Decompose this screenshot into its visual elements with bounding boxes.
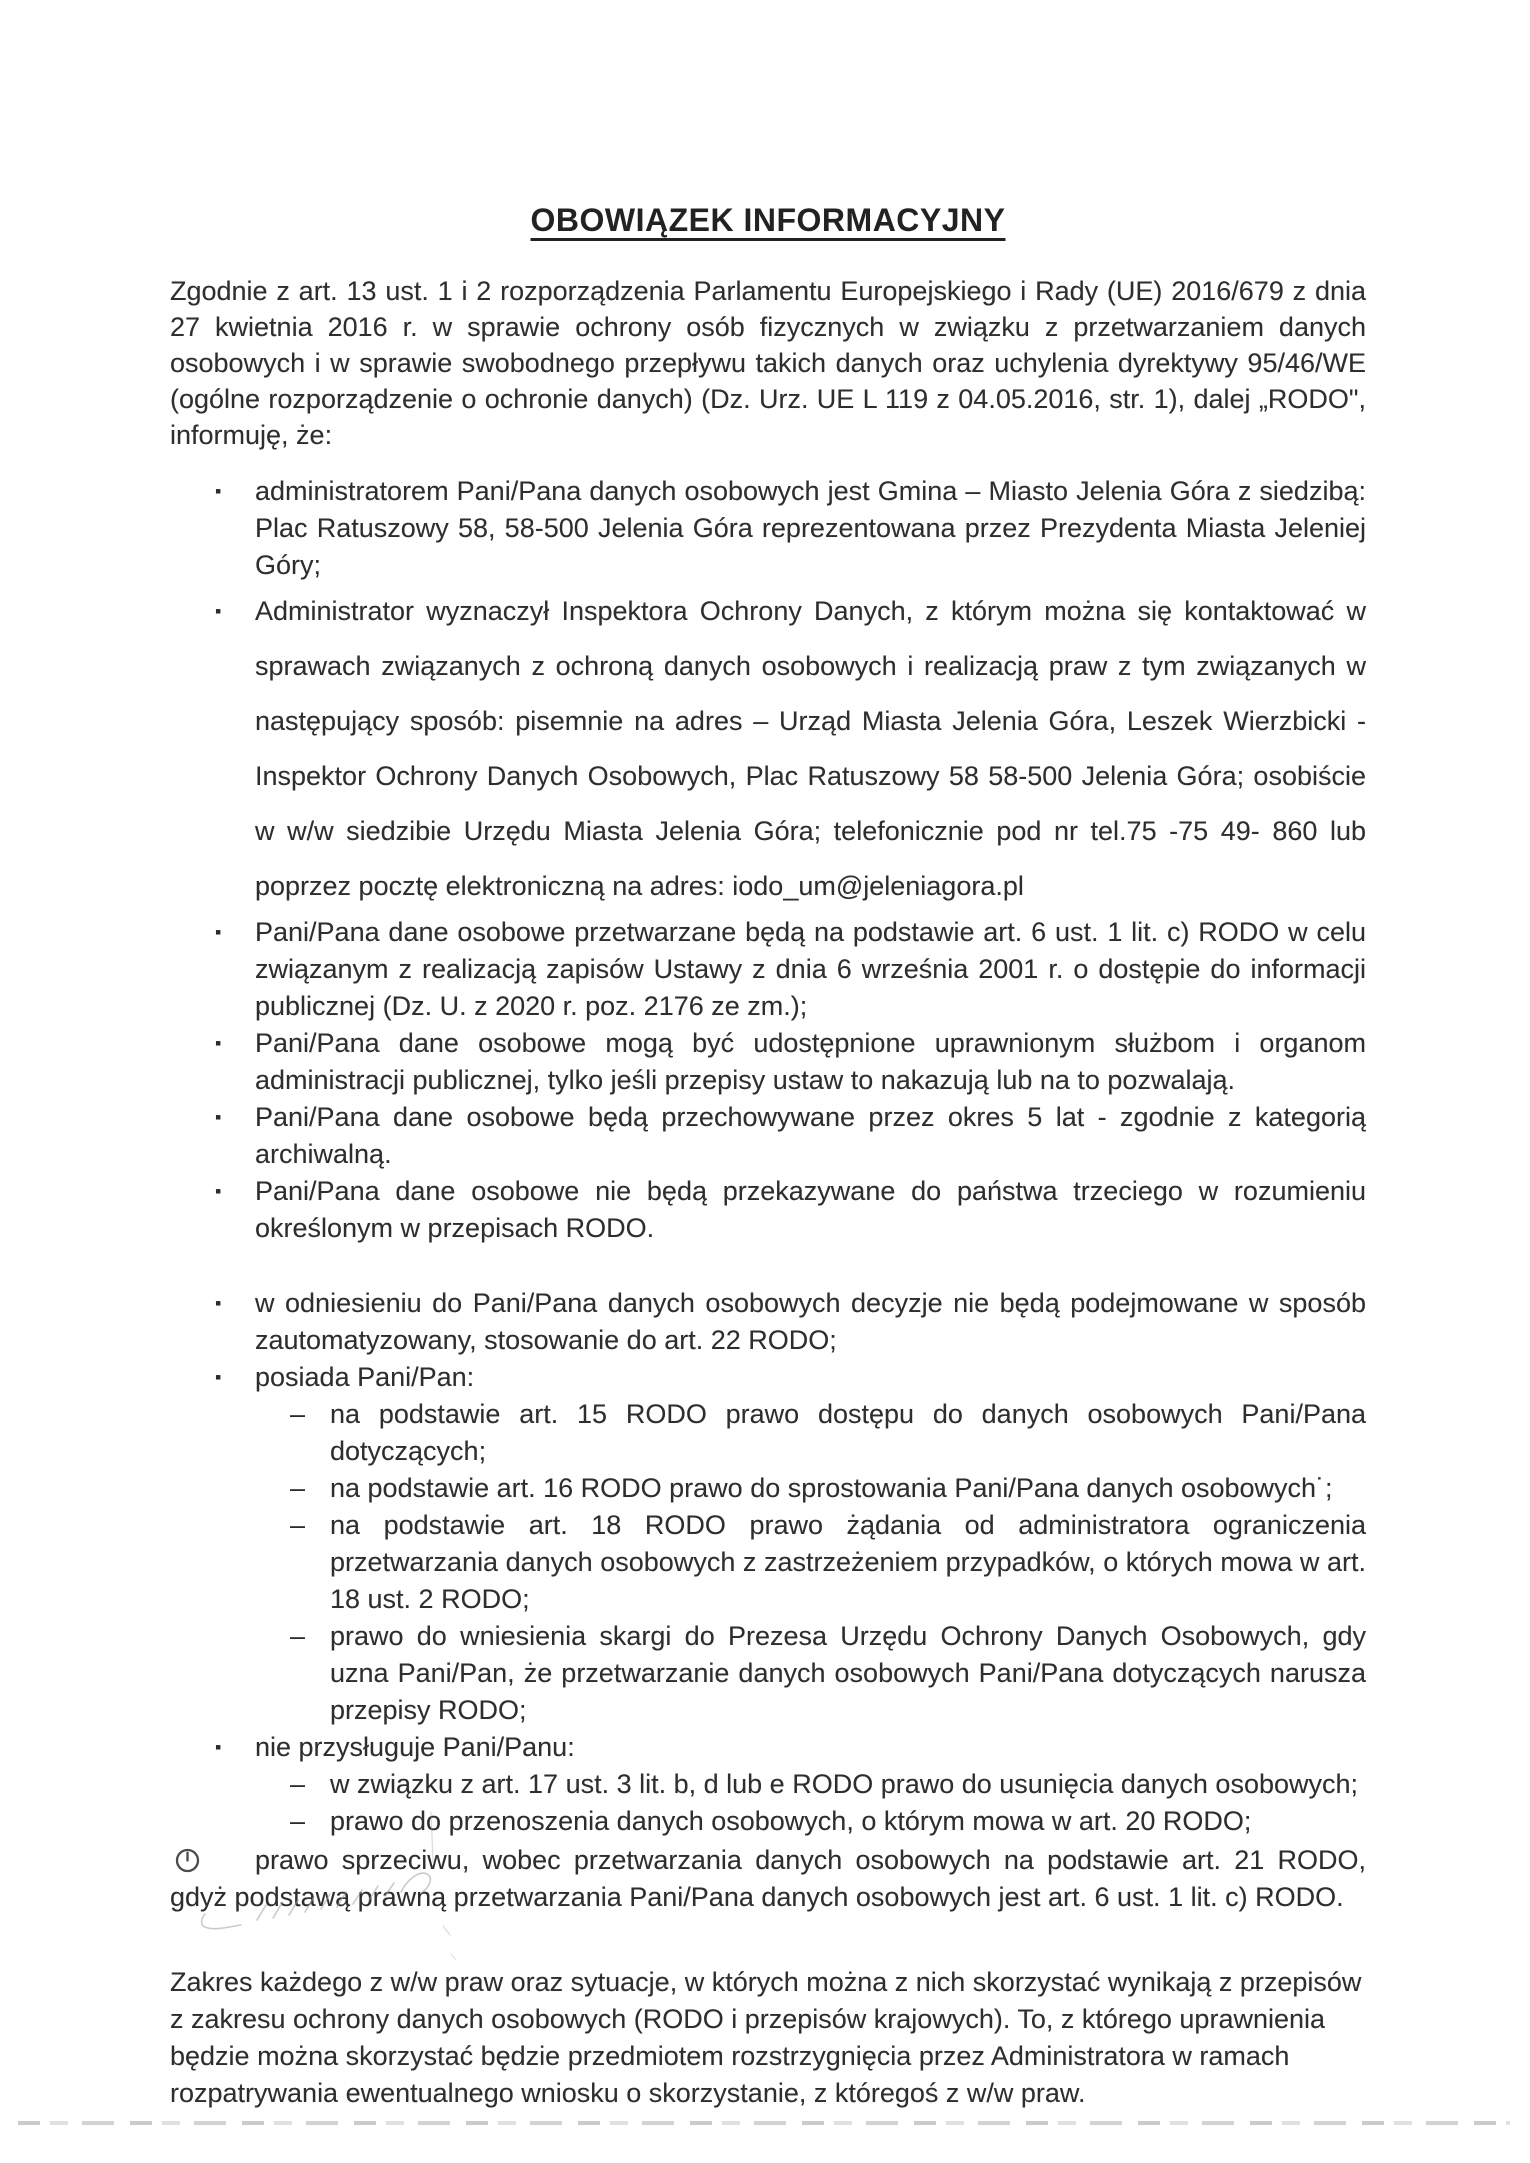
- bullet-posiada: [170, 1359, 1366, 1396]
- bullet-list: [170, 473, 1366, 1840]
- signature-scribble: [195, 1808, 475, 1968]
- square-bullet-icon: ▪: [215, 1737, 222, 1757]
- subitem-text: prawo do przenoszenia danych osobowych, o którym mowa w art. 20 RODO;: [330, 1806, 1252, 1836]
- bullet-okres-przechowywania: [170, 1099, 1366, 1173]
- bullet-automatyzacja: [170, 1285, 1366, 1359]
- bullet-text: w odniesieniu do Pani/Pana danych osobowych decyzje nie będą podejmowane w sposób zautomatyzowany, stosowanie do art. 22 RODO;: [255, 1288, 1366, 1355]
- dash-bullet-icon: –: [290, 1473, 306, 1503]
- document-content: [170, 0, 1366, 2112]
- dash-bullet-icon: –: [290, 1806, 306, 1836]
- square-bullet-icon: ▪: [215, 1033, 222, 1053]
- square-bullet-icon: ▪: [215, 1107, 222, 1127]
- square-bullet-icon: ▪: [215, 1367, 222, 1387]
- subitem-text: w związku z art. 17 ust. 3 lit. b, d lub e RODO prawo do usunięcia danych osobowych;: [330, 1769, 1359, 1799]
- document-title: OBOWIĄZEK INFORMACYJNY: [530, 202, 1006, 238]
- square-bullet-icon: ▪: [215, 1181, 222, 1201]
- closing-paragraph: Zakres każdego z w/w praw oraz sytuacje, w których można z nich skorzystać wynikają z przepisów z zakresu ochrony danych osobowych (RODO i przepisów krajowych). To, z którego uprawnienia będzie można skorzystać będzie przedmiotem rozstrzygnięcia przez Administratora w ramach rozpatrywania ewentualnego wniosku o skorzystanie, z któregoś z w/w praw.: [170, 1967, 1362, 2108]
- subitem-art15: [290, 1396, 1366, 1470]
- bullet-udostepnienie: [170, 1025, 1366, 1099]
- subitem-art16: [290, 1470, 1366, 1507]
- subitem-art17: [290, 1766, 1366, 1803]
- square-bullet-icon: ▪: [215, 1293, 222, 1313]
- subitem-text: prawo do wniesienia skargi do Prezesa Urzędu Ochrony Danych Osobowych, gdy uzna Pani/Pan, że przetwarzanie danych osobowych Pani/Pana dotyczących narusza przepisy RODO;: [330, 1621, 1366, 1725]
- bullet-text: posiada Pani/Pan:: [255, 1362, 475, 1392]
- bullet-text: Administrator wyznaczył Inspektora Ochrony Danych, z którym można się kontaktować w sprawach związanych z ochroną danych osobowych i realizacją praw z tym związanych w następujący sposób: pisemnie na adres – Urząd Miasta Jelenia Góra, Leszek Wierzbicki - Inspektor Ochrony Danych Osobowych, Plac Ratuszowy 58 58-500 Jelenia Góra; osobiście w w/w siedzibie Urzędu Miasta Jelenia Góra; telefonicznie pod nr tel.75 -75 49- 860 lub poprzez pocztę elektroniczną na adres: iodo_um@jeleniagora.pl: [255, 596, 1366, 901]
- bullet-inspector-kontakt: [170, 584, 1366, 914]
- intro-paragraph: Zgodnie z art. 13 ust. 1 i 2 rozporządzenia Parlamentu Europejskiego i Rady (UE) 2016/679 z dnia 27 kwietnia 2016 r. w sprawie ochrony osób fizycznych w związku z przetwarzaniem danych osobowych i w sprawie swobodnego przepływu takich danych oraz uchylenia dyrektywy 95/46/WE (ogólne rozporządzenie o ochronie danych) (Dz. Urz. UE L 119 z 04.05.2016, str. 1), dalej „RODO", informuję, że:: [170, 276, 1366, 450]
- bullet-nie-przysluguje: [170, 1729, 1366, 1766]
- bullet-text: Pani/Pana dane osobowe mogą być udostępnione uprawnionym służbom i organom administracji publicznej, tylko jeśli przepisy ustaw to nakazują lub na to pozwalają.: [255, 1028, 1366, 1095]
- dash-bullet-icon: –: [290, 1621, 306, 1651]
- objection-text: prawo sprzeciwu, wobec przetwarzania danych osobowych na podstawie art. 21 RODO, gdyż podstawą prawną przetwarzania Pani/Pana danych osobowych jest art. 6 ust. 1 lit. c) RODO.: [170, 1845, 1366, 1912]
- bullet-panstwo-trzecie: [170, 1173, 1366, 1247]
- square-bullet-icon: ▪: [215, 922, 222, 942]
- bullet-podstawa-przetwarzania: [170, 914, 1366, 1025]
- square-bullet-icon: ▪: [215, 481, 222, 501]
- bullet-text: Pani/Pana dane osobowe przetwarzane będą na podstawie art. 6 ust. 1 lit. c) RODO w celu związanym z realizacją zapisów Ustawy z dnia 6 września 2001 r. o dostępie do informacji publicznej (Dz. U. z 2020 r. poz. 2176 ze zm.);: [255, 917, 1366, 1021]
- scan-artifact-line: [18, 2121, 1510, 2125]
- subitem-text: na podstawie art. 16 RODO prawo do sprostowania Pani/Pana danych osobowych˙;: [330, 1473, 1333, 1503]
- bullet-text: administratorem Pani/Pana danych osobowych jest Gmina – Miasto Jelenia Góra z siedzibą: Plac Ratuszowy 58, 58-500 Jelenia Góra reprezentowana przez Prezydenta Miasta Jeleniej Góry;: [255, 476, 1366, 580]
- subitem-skarga: [290, 1618, 1366, 1729]
- bullet-text: nie przysługuje Pani/Panu:: [255, 1732, 575, 1762]
- dash-bullet-icon: –: [290, 1399, 306, 1429]
- subitem-text: na podstawie art. 18 RODO prawo żądania od administratora ograniczenia przetwarzania danych osobowych z zastrzeżeniem przypadków, o których mowa w art. 18 ust. 2 RODO;: [330, 1510, 1366, 1614]
- subitem-art18: [290, 1507, 1366, 1618]
- subitem-text: na podstawie art. 15 RODO prawo dostępu do danych osobowych Pani/Pana dotyczących;: [330, 1399, 1366, 1466]
- dash-bullet-icon: –: [290, 1510, 306, 1540]
- bullet-text: Pani/Pana dane osobowe nie będą przekazywane do państwa trzeciego w rozumieniu określonym w przepisach RODO.: [255, 1176, 1366, 1243]
- square-bullet-icon: ▪: [215, 601, 222, 621]
- bullet-administrator: [170, 473, 1366, 584]
- dash-bullet-icon: –: [290, 1769, 306, 1799]
- bullet-text: Pani/Pana dane osobowe będą przechowywane przez okres 5 lat - zgodnie z kategorią archiwalną.: [255, 1102, 1366, 1169]
